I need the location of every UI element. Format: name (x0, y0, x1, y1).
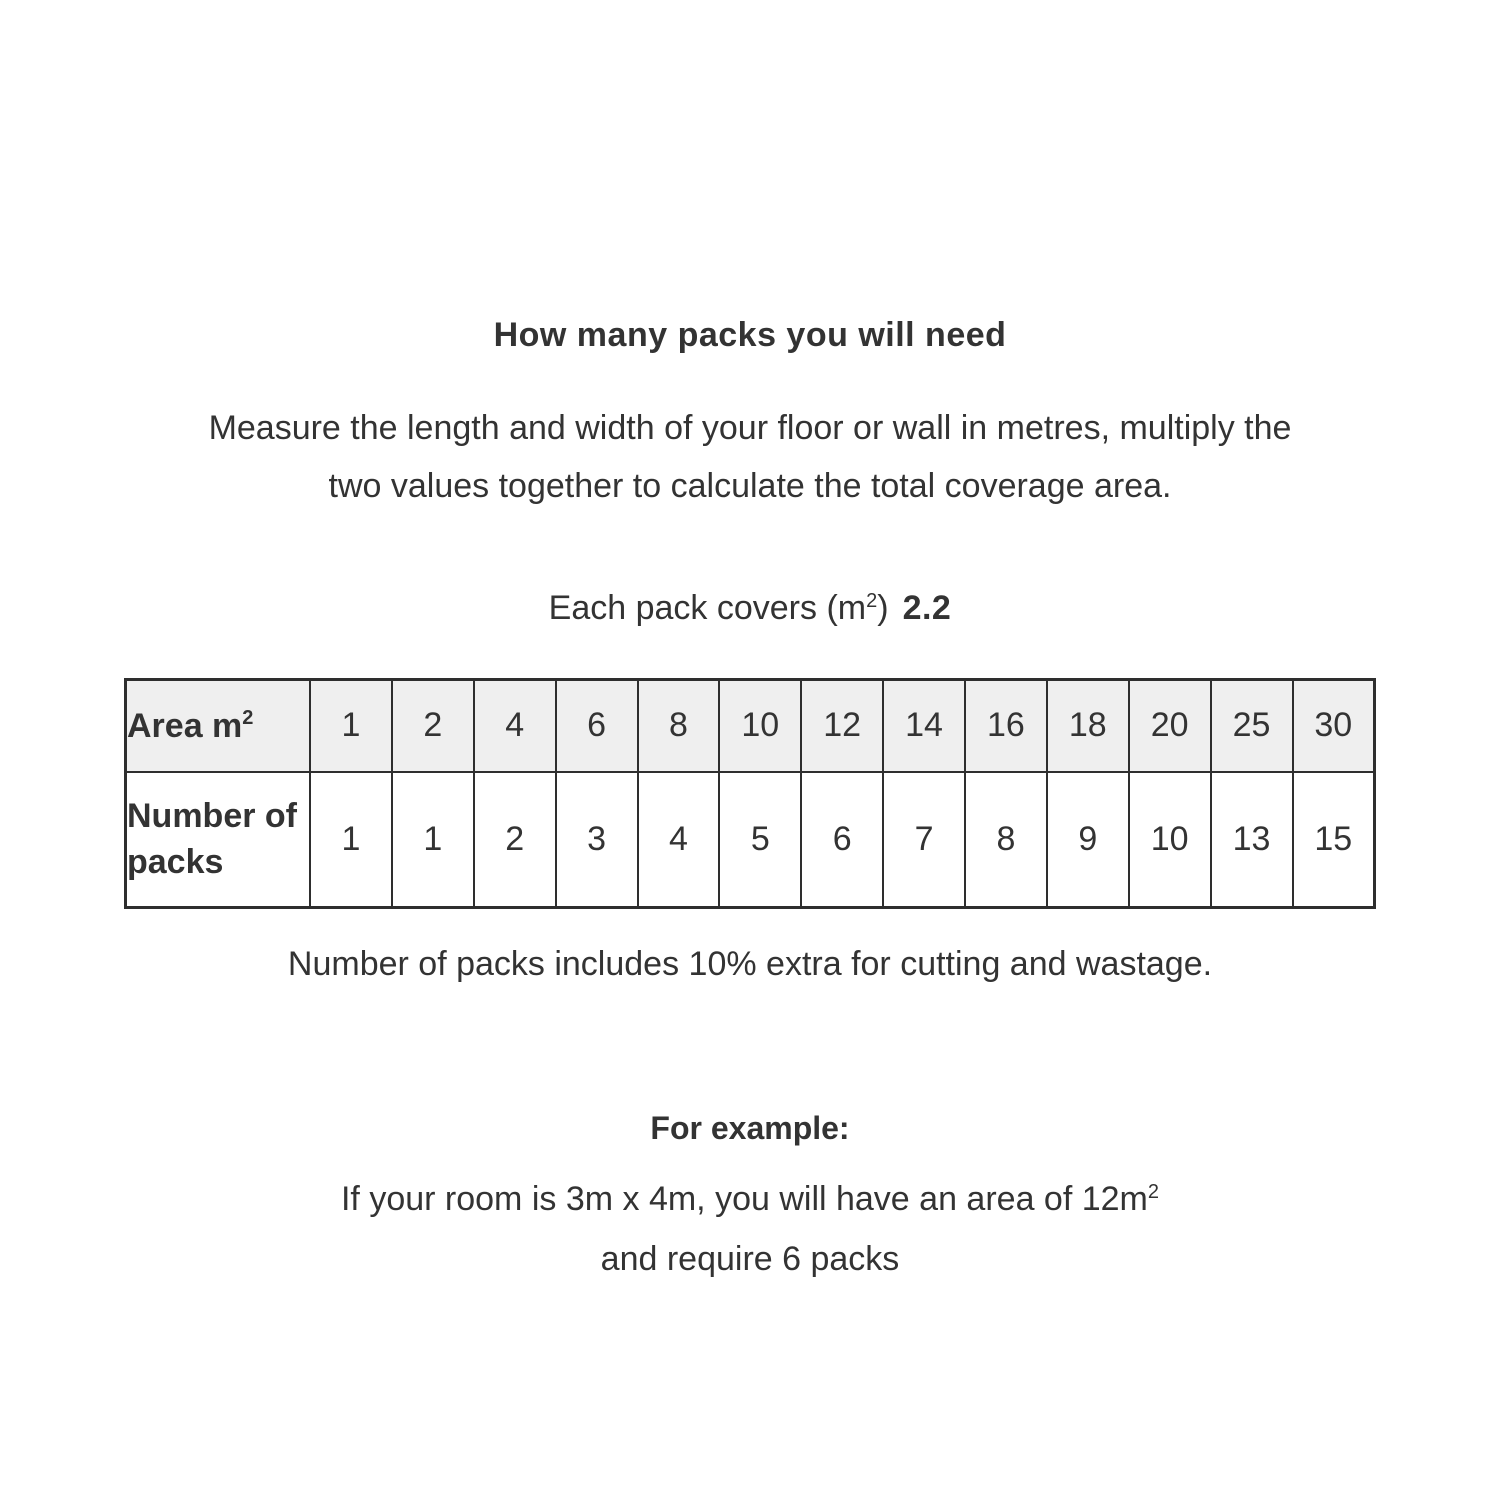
area-row-label: Area m (127, 706, 243, 745)
packs-cell: 9 (1047, 772, 1129, 908)
area-cell: 25 (1211, 680, 1293, 772)
area-cell: 8 (638, 680, 720, 772)
area-superscript: 2 (242, 707, 254, 730)
intro-text (0, 399, 1500, 515)
packs-cell: 1 (392, 772, 474, 908)
area-cell: 6 (556, 680, 638, 772)
coverage-label-close: ) (877, 589, 889, 627)
area-row-header (126, 680, 311, 772)
coverage-line (0, 589, 1500, 628)
area-cell: 30 (1293, 680, 1375, 772)
area-cell: 18 (1047, 680, 1129, 772)
coverage-superscript: 2 (866, 589, 878, 612)
page-title: How many packs you will need (493, 316, 1007, 354)
intro-line-2: two values together to calculate the total coverage area. (328, 467, 1172, 505)
packs-row-header: Number of packs (126, 772, 311, 908)
packs-cell: 7 (883, 772, 965, 908)
packs-cell: 13 (1211, 772, 1293, 908)
packs-cell: 8 (965, 772, 1047, 908)
coverage-label: Each pack covers (m (548, 589, 867, 627)
example-heading: For example: (650, 1110, 850, 1146)
example-line-1-text: If your room is 3m x 4m, you will have an area of 12m (340, 1180, 1148, 1218)
coverage-value: 2.2 (902, 589, 952, 627)
area-cell: 2 (392, 680, 474, 772)
example-line-2: and require 6 packs (600, 1240, 900, 1278)
packs-cell: 10 (1129, 772, 1211, 908)
example-section (0, 1110, 1500, 1289)
packs-cell: 15 (1293, 772, 1375, 908)
area-row (126, 680, 1375, 772)
area-cell: 1 (310, 680, 392, 772)
area-cell: 4 (474, 680, 556, 772)
packs-cell: 3 (556, 772, 638, 908)
packs-cell: 5 (719, 772, 801, 908)
area-cell: 12 (801, 680, 883, 772)
packs-cell: 6 (801, 772, 883, 908)
intro-line-1: Measure the length and width of your floor or wall in metres, multiply the (208, 409, 1292, 447)
packs-cell: 4 (638, 772, 720, 908)
packs-table (124, 678, 1376, 909)
area-cell: 10 (719, 680, 801, 772)
example-line-1 (0, 1169, 1500, 1229)
area-cell: 14 (883, 680, 965, 772)
packs-row (126, 772, 1375, 908)
packs-cell: 2 (474, 772, 556, 908)
packs-cell: 1 (310, 772, 392, 908)
example-superscript: 2 (1147, 1180, 1159, 1203)
area-cell: 20 (1129, 680, 1211, 772)
area-cell: 16 (965, 680, 1047, 772)
wastage-note: Number of packs includes 10% extra for cutting and wastage. (287, 945, 1213, 983)
